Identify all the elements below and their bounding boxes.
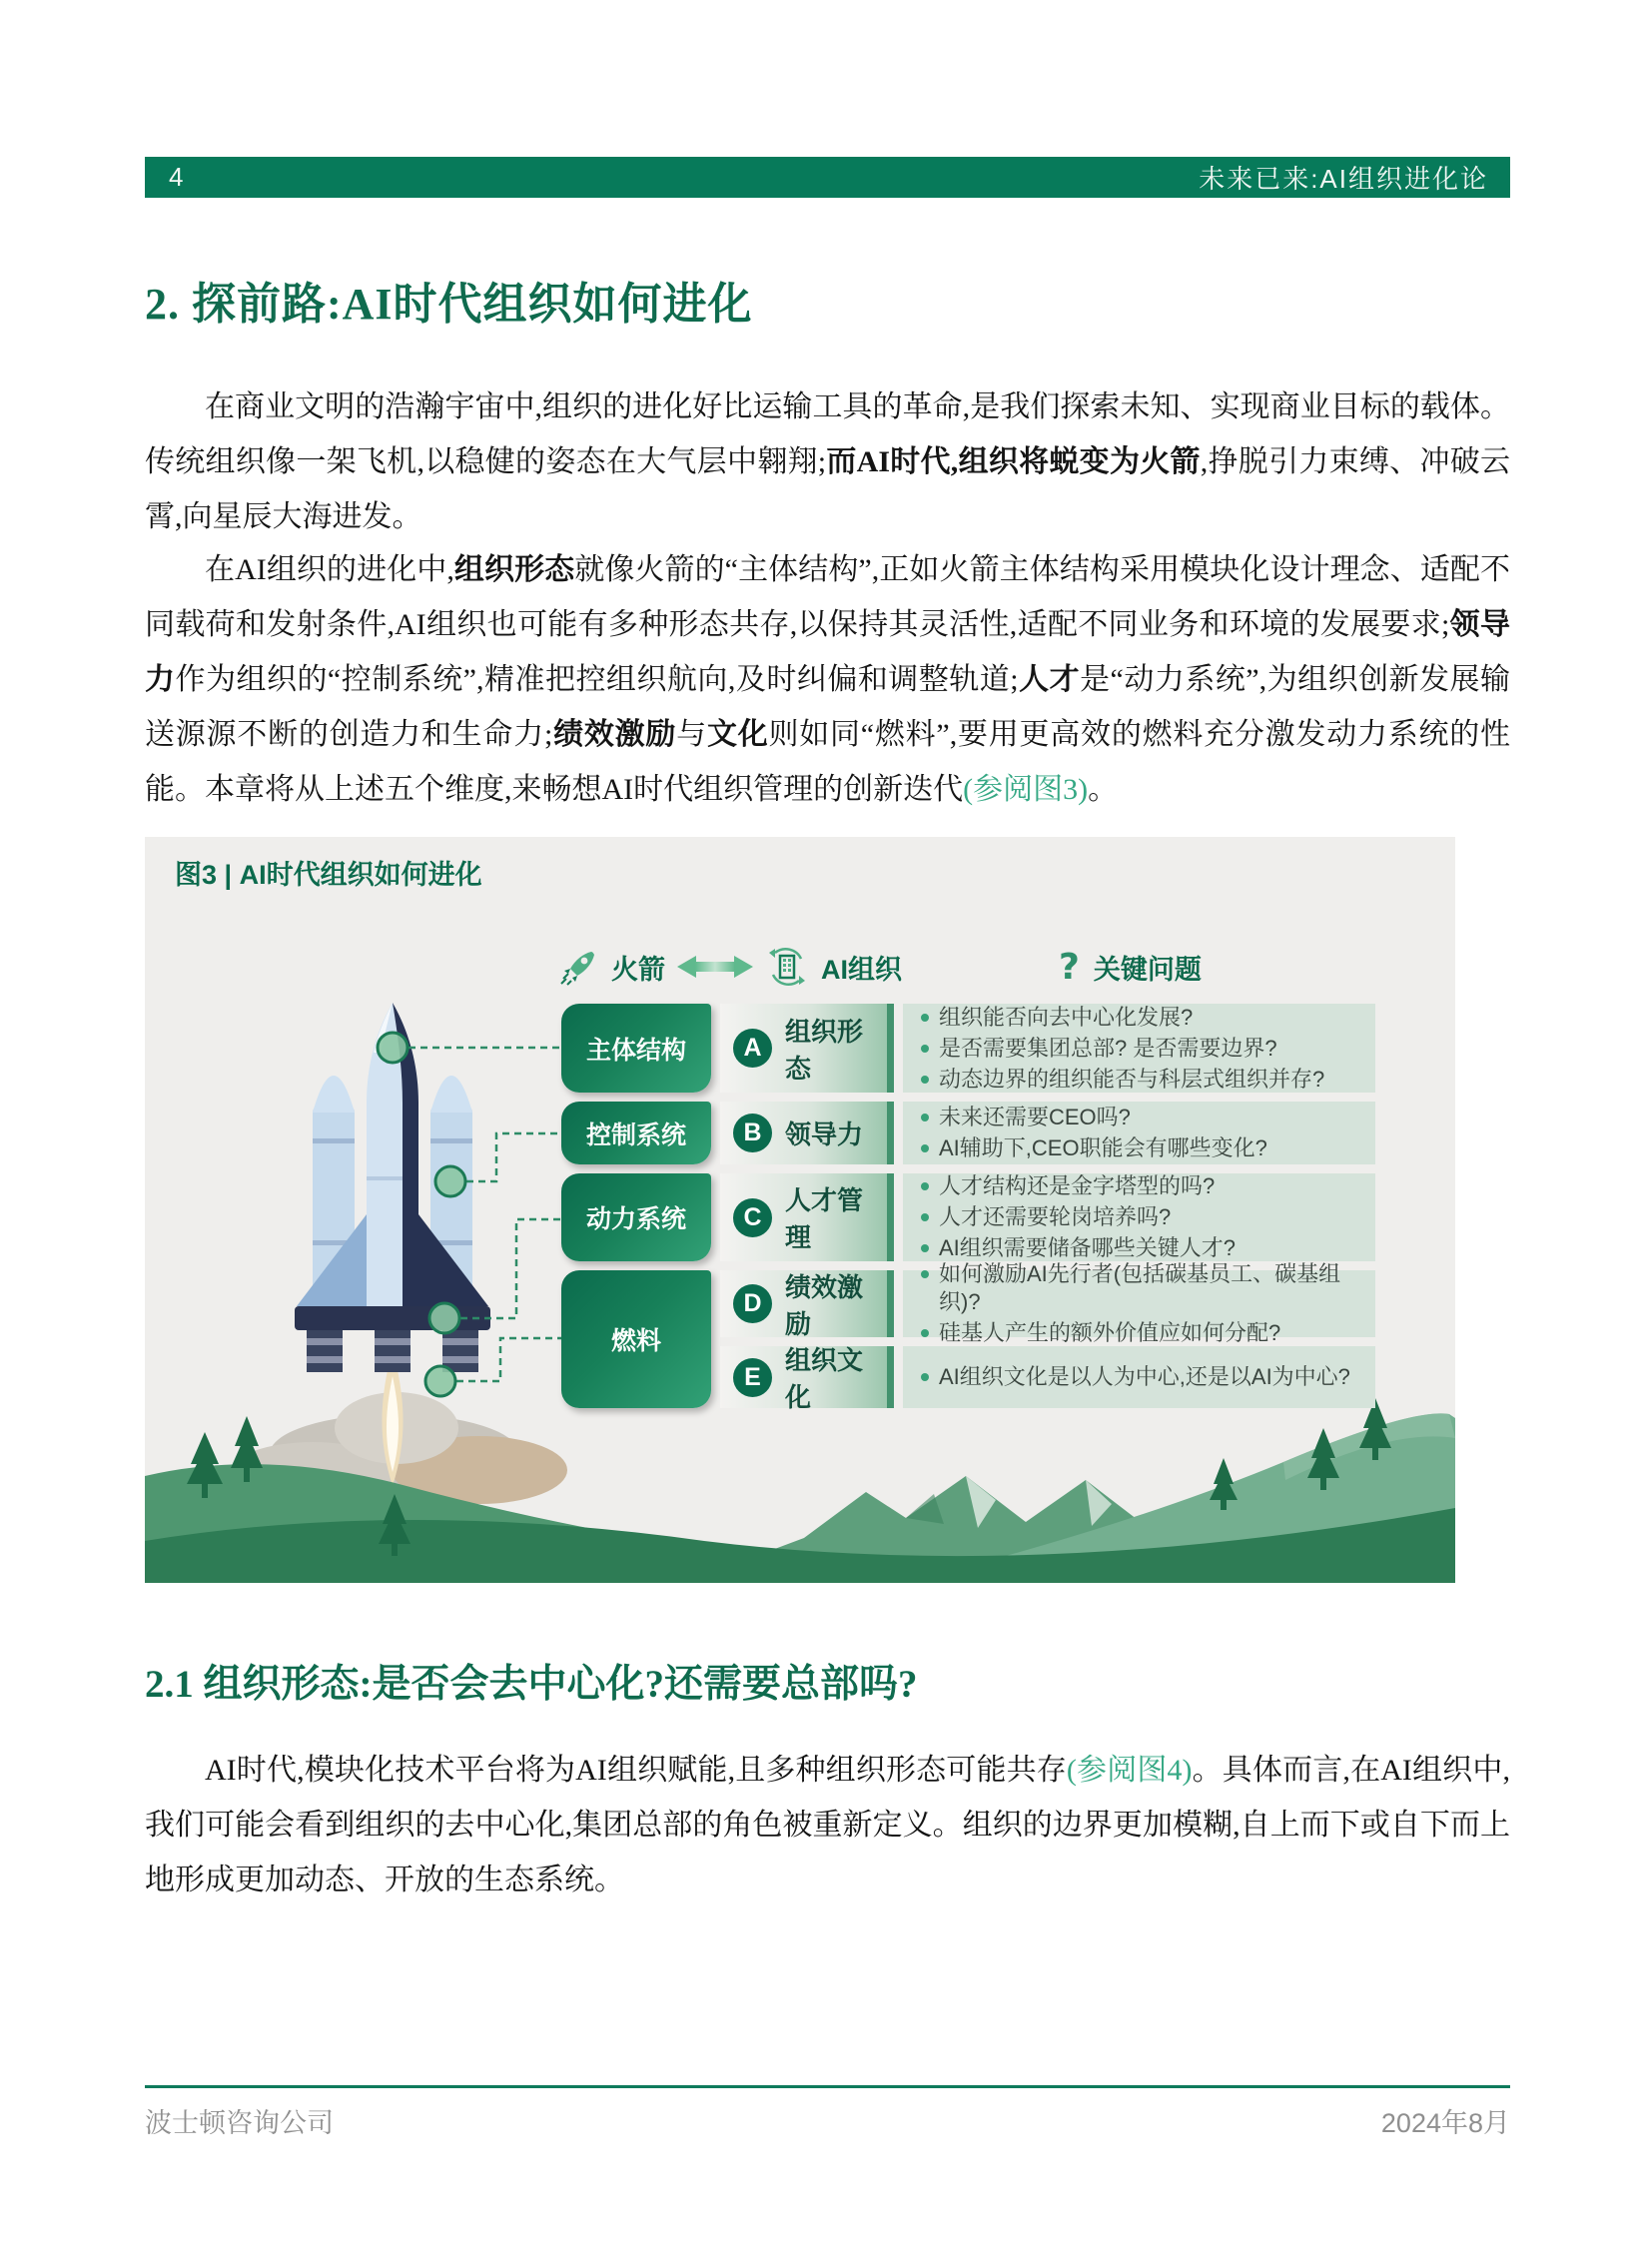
text-segment: 作为组织的“控制系统”,精准把控组织航向,及时纠偏和调整轨道; <box>175 663 1019 696</box>
question-text: AI组织需要储备哪些关键人才? <box>939 1235 1237 1260</box>
question-item <box>921 1066 1357 1094</box>
text-segment: 就像火箭的“主体结构”,正如火箭主体结构采用模块化设计理念、适配不同载荷和发射条件,AI组织也可能有多种形态共存,以保持其灵活性,适配不同业务和环境的发展要求; <box>145 553 1511 641</box>
org-element-label: 绩效激励 <box>785 1271 864 1339</box>
org-element-cell <box>720 1270 894 1337</box>
text-segment: 文化 <box>706 718 769 751</box>
question-text: AI辅助下,CEO职能会有哪些变化? <box>939 1135 1267 1160</box>
text-segment: ,挣脱引力束缚、冲破云霄,向星辰大海进发。 <box>145 445 1510 533</box>
page-number: 4 <box>169 162 184 192</box>
question-item <box>921 1260 1357 1316</box>
letter-badge: E <box>733 1358 772 1397</box>
question-item <box>921 1172 1357 1200</box>
org-element-label: 组织文化 <box>785 1345 864 1412</box>
question-text: AI组织文化是以人为中心,还是以AI为中心? <box>939 1364 1350 1389</box>
key-questions-cell <box>903 1261 1375 1345</box>
letter-badge: C <box>733 1198 772 1237</box>
bullet-dot <box>921 1114 929 1121</box>
paragraph-1 <box>145 379 1510 544</box>
letter-badge: B <box>733 1114 772 1152</box>
header-title: 未来已来:AI组织进化论 <box>1199 164 1488 194</box>
figure-title: 图3 | AI时代组织如何进化 <box>175 860 482 890</box>
bullet-dot <box>921 1182 929 1190</box>
question-text: 硅基人产生的额外价值应如何分配? <box>939 1320 1281 1345</box>
bullet-dot <box>921 1213 929 1221</box>
org-element-cell <box>720 1173 894 1261</box>
org-element-cell <box>720 1102 894 1164</box>
text-segment: (参阅图3) <box>963 773 1089 806</box>
letter-badge: A <box>733 1029 772 1068</box>
text-segment: 绩效激励 <box>552 718 677 751</box>
question-text: 人才结构还是金字塔型的吗? <box>939 1173 1216 1198</box>
double-arrow-icon <box>677 954 753 980</box>
question-item <box>921 1004 1357 1032</box>
org-element-cell <box>720 1345 894 1412</box>
text-segment: 与 <box>676 718 707 751</box>
rocket-part-label: 控制系统 <box>585 1120 686 1149</box>
text-segment: 领导力 <box>145 608 1510 696</box>
org-element-label: 人才管理 <box>785 1185 864 1252</box>
rocket-part-label: 主体结构 <box>585 1036 686 1065</box>
question-item <box>921 1363 1357 1391</box>
rocket-icon <box>559 947 599 987</box>
text-segment: 则如同“燃料”,要用更高效的燃料充分激发动力系统的性能。本章将从上述五个维度,来畅想AI时代组织管理的创新迭代 <box>145 718 1511 806</box>
rocket-graphic <box>295 1003 490 1372</box>
section-2-title: 2. 探前路:AI时代组织如何进化 <box>145 280 753 329</box>
footer-date: 2024年8月 <box>1380 2108 1510 2138</box>
figure-3 <box>145 837 1455 1583</box>
bullet-dot <box>921 1045 929 1053</box>
exhaust-smoke <box>231 1348 567 1504</box>
rocket-part-label: 燃料 <box>610 1327 661 1355</box>
org-element-label: 领导力 <box>785 1120 864 1149</box>
figure-legend <box>559 941 902 993</box>
key-questions-cell <box>903 1346 1375 1408</box>
question-item <box>921 1134 1357 1162</box>
question-mark-icon: ? <box>1059 946 1080 988</box>
engine-nozzles <box>307 1330 478 1372</box>
text-segment: 。具体而言,在AI组织中,我们可能会看到组织的去中心化,集团总部的角色被重新定义。组织的边界更加模糊,自上而下或自下而上地形成更加动态、开放的生态系统。 <box>145 1754 1510 1896</box>
bullet-dot <box>921 1270 929 1278</box>
legend-questions-label: 关键问题 <box>1093 954 1202 985</box>
org-element-cell <box>720 1004 894 1093</box>
bullet-dot <box>921 1373 929 1381</box>
figure-table <box>561 1004 1375 1412</box>
page-header-bar <box>145 157 1510 198</box>
rocket-part-box <box>561 1102 711 1164</box>
question-text: 如何激励AI先行者(包括碳基员工、碳基组织)? <box>939 1261 1341 1314</box>
footer-company: 波士顿咨询公司 <box>145 2108 334 2138</box>
connector-lines <box>409 1048 561 1381</box>
question-text: 组织能否向去中心化发展? <box>939 1004 1194 1030</box>
question-item <box>921 1234 1357 1262</box>
pine-trees <box>187 1398 1391 1556</box>
rocket-part-box <box>561 1270 711 1408</box>
text-segment: 组织形态 <box>453 553 575 586</box>
key-questions-cell <box>903 1102 1375 1164</box>
org-element-label: 组织形态 <box>785 1016 864 1084</box>
paragraph-3 <box>145 1743 1510 1907</box>
key-questions-cell <box>903 1004 1375 1093</box>
section-2-1-title: 2.1 组织形态:是否会去中心化?还需要总部吗? <box>145 1663 918 1706</box>
rocket-part-box <box>561 1173 711 1261</box>
key-questions-cell <box>903 1173 1375 1261</box>
page-footer <box>145 2101 1510 2140</box>
bullet-dot <box>921 1329 929 1337</box>
question-text: 人才还需要轮岗培养吗? <box>939 1204 1172 1229</box>
text-segment: 而AI时代,组织将蜕变为火箭 <box>826 445 1201 478</box>
question-text: 是否需要集团总部? 是否需要边界? <box>939 1035 1277 1061</box>
question-item <box>921 1104 1357 1131</box>
question-text: 未来还需要CEO吗? <box>939 1105 1131 1129</box>
text-segment: (参阅图4) <box>1066 1754 1193 1787</box>
part-markers <box>378 1033 465 1396</box>
bullet-dot <box>921 1076 929 1084</box>
question-text: 动态边界的组织能否与科层式组织并存? <box>939 1066 1325 1092</box>
text-segment: 。 <box>1088 773 1119 806</box>
legend-org-label: AI组织 <box>821 954 902 985</box>
text-segment: 是“动力系统”,为组织创新发展输送源源不断的创造力和生命力; <box>145 663 1511 751</box>
legend-rocket-label: 火箭 <box>611 954 665 985</box>
text-segment: 人才 <box>1018 663 1081 696</box>
text-segment: 在商业文明的浩瀚宇宙中,组织的进化好比运输工具的革命,是我们探索未知、实现商业目标的载体。传统组织像一架飞机,以稳健的姿态在大气层中翱翔; <box>145 390 1510 478</box>
figure-legend-questions <box>1059 941 1202 993</box>
bullet-dot <box>921 1014 929 1022</box>
rocket-part-box <box>561 1004 711 1093</box>
footer-divider <box>145 2085 1510 2088</box>
paragraph-2 <box>145 542 1510 817</box>
bullet-dot <box>921 1144 929 1152</box>
letter-badge: D <box>733 1284 772 1323</box>
question-item <box>921 1319 1357 1347</box>
landscape <box>145 1398 1455 1583</box>
organization-icon <box>765 945 809 989</box>
question-item <box>921 1035 1357 1063</box>
bullet-dot <box>921 1244 929 1252</box>
text-segment: 在AI组织的进化中, <box>205 553 454 586</box>
rocket-part-label: 动力系统 <box>585 1205 686 1233</box>
question-item <box>921 1203 1357 1231</box>
text-segment: AI时代,模块化技术平台将为AI组织赋能,且多种组织形态可能共存 <box>205 1754 1067 1787</box>
